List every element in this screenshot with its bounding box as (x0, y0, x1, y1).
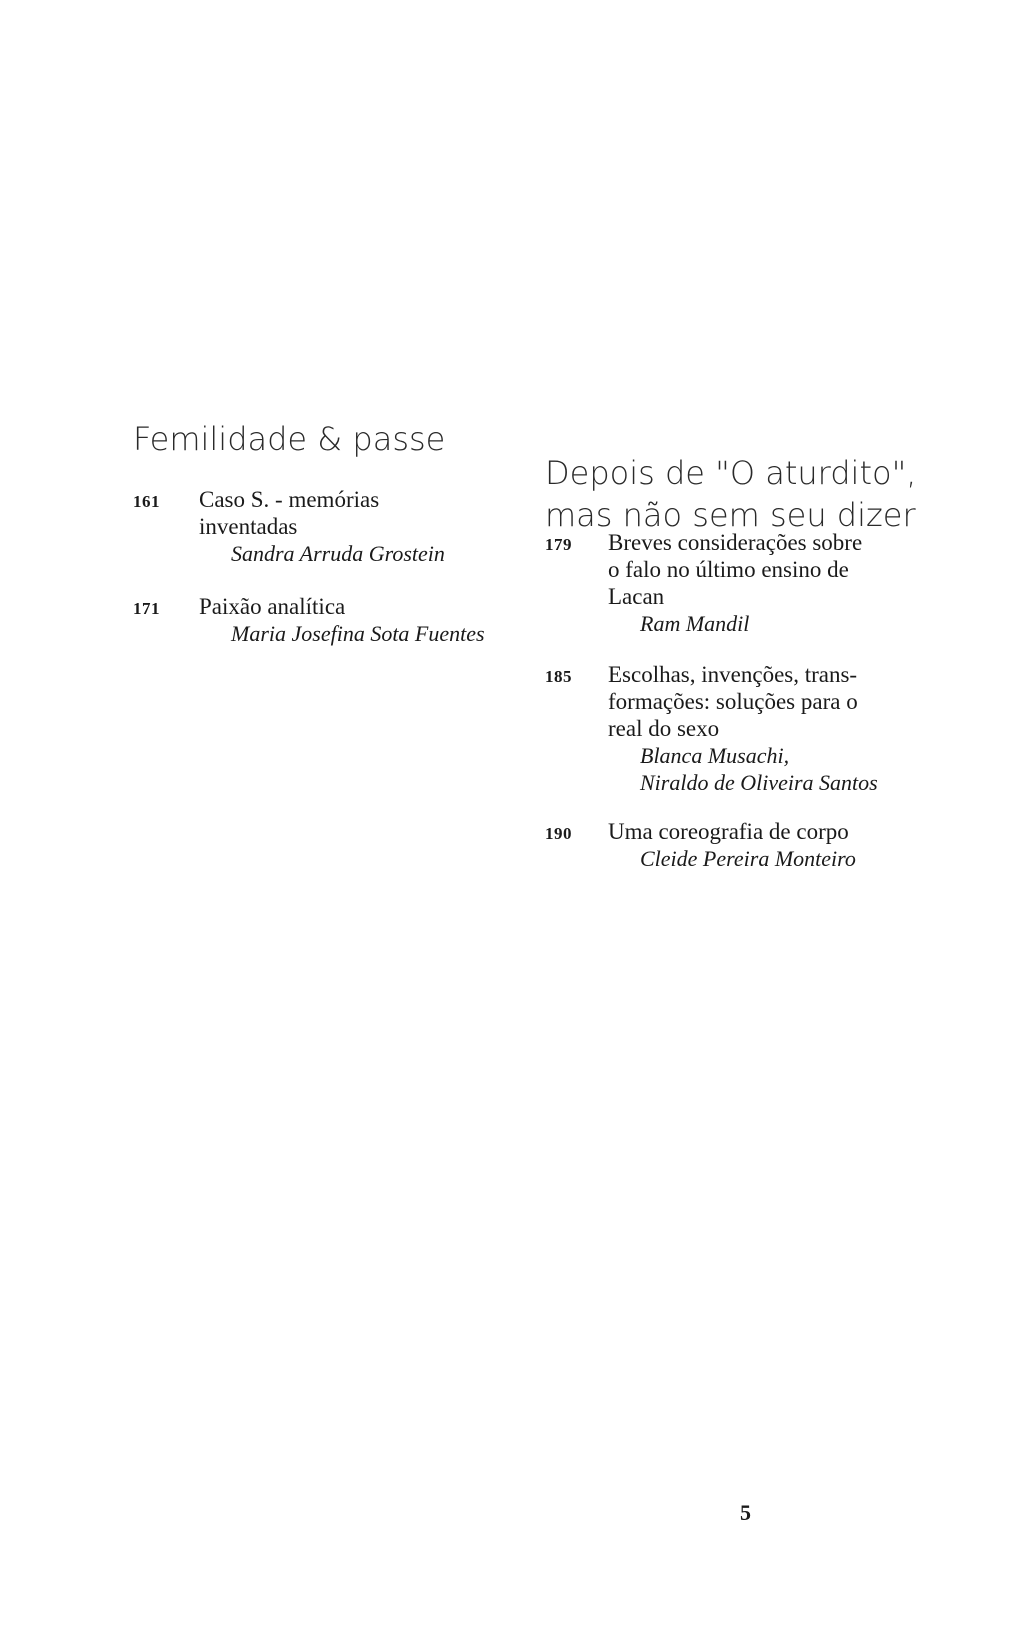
page-folio: 5 (740, 1500, 751, 1525)
toc-entry[interactable] (133, 486, 513, 567)
entry-title: Caso S. - memórias inventadas (199, 487, 380, 539)
entry-title: Paixão analítica (199, 594, 346, 619)
entry-title: Breves considerações sobre o falo no último ensino de Lacan (608, 530, 863, 609)
entry-author: Ram Mandil (640, 611, 750, 636)
entry-title: Uma coreografia de corpo (608, 819, 849, 844)
entry-title: Escolhas, invenções, trans- formações: soluções para o real do sexo (608, 662, 858, 741)
section-title-depois-de-o-aturdito: Depois de "O aturdito", mas não sem seu dizer (545, 454, 917, 534)
page-number: 171 (133, 599, 160, 618)
section-title-femilidade: Femilidade & passe (133, 420, 446, 458)
page-number: 179 (545, 535, 572, 554)
toc-entry[interactable] (545, 529, 945, 637)
entry-author: Cleide Pereira Monteiro (640, 846, 856, 871)
page-number: 190 (545, 824, 572, 843)
entry-author: Maria Josefina Sota Fuentes (231, 621, 485, 646)
toc-entry[interactable] (545, 661, 945, 796)
entry-author: Blanca Musachi, Niraldo de Oliveira Santos (640, 743, 878, 795)
toc-entry[interactable] (545, 818, 945, 872)
page-number: 185 (545, 667, 572, 686)
toc-entry[interactable] (133, 593, 513, 647)
entry-author: Sandra Arruda Grostein (231, 541, 445, 566)
page-number: 161 (133, 492, 160, 511)
